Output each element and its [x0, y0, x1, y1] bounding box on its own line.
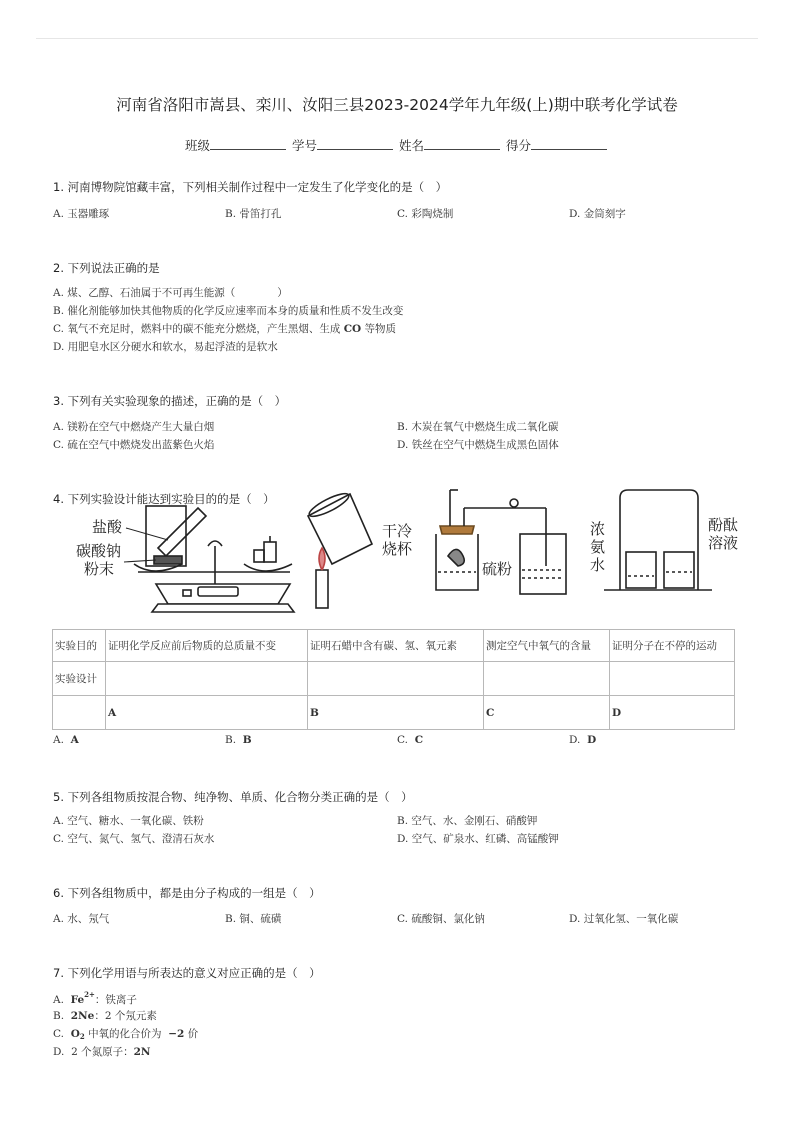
- question-2-option-a[interactable]: A. 煤、乙醇、石油属于不可再生能源（ ）: [53, 287, 288, 299]
- question-5-option-b[interactable]: B. 空气、水、金刚石、硝酸钾: [397, 815, 538, 827]
- score-label: 得分: [505, 138, 531, 153]
- fe-ion-formula: Fe: [70, 994, 85, 1006]
- ne-formula: 2Ne: [70, 1010, 95, 1022]
- option-a-label: A.: [53, 734, 64, 746]
- o2-subscript: 2: [79, 1032, 85, 1041]
- question-7-option-b[interactable]: [53, 1008, 157, 1023]
- label-na2co3-line2: 粉末: [84, 560, 115, 578]
- option-b-value: B: [242, 734, 252, 746]
- experiment-figures: [58, 486, 748, 622]
- question-3-option-d[interactable]: D. 铁丝在空气中燃烧生成黑色固体: [397, 439, 559, 451]
- figure-b-candle: [307, 490, 372, 608]
- name-label: 姓名: [398, 138, 424, 153]
- q7-d-text: 2 个氮原子：: [71, 1046, 134, 1058]
- question-2-option-b[interactable]: B. 催化剂能够加快其他物质的化学反应速率而本身的质量和性质不发生改变: [53, 305, 404, 317]
- q7-b-text: ：2 个氖元素: [94, 1010, 157, 1022]
- label-beaker-line2: 烧杯: [382, 540, 413, 558]
- letter-c: C: [484, 696, 610, 730]
- q7-b-label: B.: [53, 1010, 65, 1022]
- row-head-purpose: 实验目的: [53, 630, 106, 662]
- label-na2co3-line1: 碳酸钠: [76, 542, 122, 560]
- option-b-label: B.: [225, 734, 237, 746]
- label-hcl: 盐酸: [92, 518, 123, 536]
- co-formula: CO: [343, 323, 362, 335]
- letter-d: D: [610, 696, 735, 730]
- table-row-letters: [53, 696, 735, 730]
- student-info-line: [0, 136, 794, 154]
- table-row-design: [53, 662, 735, 696]
- question-1-option-b[interactable]: B. 骨笛打孔: [225, 208, 282, 220]
- question-6-option-c[interactable]: C. 硫酸铜、氯化钠: [397, 913, 485, 925]
- question-6-stem: 6. 下列各组物质中，都是由分子构成的一组是（ ）: [53, 886, 321, 900]
- figure-c-apparatus: [436, 490, 566, 594]
- question-3-option-c[interactable]: C. 硫在空气中燃烧发出蓝紫色火焰: [53, 439, 215, 451]
- purpose-a: 证明化学反应前后物质的总质量不变: [106, 630, 308, 662]
- number-label: 学号: [291, 138, 317, 153]
- option-c-label: C.: [397, 734, 408, 746]
- question-4-option-d[interactable]: [569, 734, 596, 746]
- letter-b: B: [308, 696, 484, 730]
- q7-c-text: 中氧的化合价为: [88, 1028, 162, 1040]
- label-ammonia-1: 浓: [590, 520, 606, 538]
- question-5-option-d[interactable]: D. 空气、矿泉水、红磷、高锰酸钾: [397, 833, 559, 845]
- number-blank[interactable]: [317, 137, 393, 150]
- figure-d-diffusion: [604, 490, 712, 590]
- name-blank[interactable]: [424, 137, 500, 150]
- class-label: 班级: [184, 138, 210, 153]
- question-7-option-c[interactable]: [53, 1026, 198, 1041]
- experiment-table: [52, 629, 735, 730]
- class-blank[interactable]: [210, 137, 286, 150]
- q7-d-label: D.: [53, 1046, 65, 1058]
- design-b: [308, 662, 484, 696]
- page-title: 河南省洛阳市嵩县、栾川、汝阳三县2023-2024学年九年级(上)期中联考化学试卷: [116, 96, 678, 114]
- question-3-option-a[interactable]: A. 镁粉在空气中燃烧产生大量白烟: [53, 421, 215, 433]
- purpose-c: 测定空气中氧气的含量: [484, 630, 610, 662]
- question-2-option-c[interactable]: [53, 321, 396, 336]
- question-5-option-a[interactable]: A. 空气、糖水、一氧化碳、铁粉: [53, 815, 204, 827]
- option-d-value: D: [587, 734, 597, 746]
- option-a-value: A: [70, 734, 79, 746]
- o2-formula: O: [70, 1028, 80, 1040]
- label-ammonia-2: 氨: [590, 538, 606, 556]
- question-6-option-b[interactable]: B. 铜、硫磺: [225, 913, 282, 925]
- option-c-tail: 等物质: [364, 323, 397, 335]
- question-4-option-a[interactable]: [53, 734, 79, 746]
- design-a: [106, 662, 308, 696]
- question-1-option-c[interactable]: C. 彩陶烧制: [397, 208, 454, 220]
- score-blank[interactable]: [531, 137, 607, 150]
- question-4-option-c[interactable]: [397, 734, 423, 746]
- question-1-option-a[interactable]: A. 玉器雕琢: [53, 208, 110, 220]
- table-row-purpose: [53, 630, 735, 662]
- purpose-d: 证明分子在不停的运动: [610, 630, 735, 662]
- q7-c-label: C.: [53, 1028, 64, 1040]
- letter-a: A: [106, 696, 308, 730]
- question-7-stem: 7. 下列化学用语与所表达的意义对应正确的是（ ）: [53, 966, 321, 980]
- question-1-option-d[interactable]: D. 金筒刻字: [569, 208, 626, 220]
- purpose-b: 证明石蜡中含有碳、氢、氧元素: [308, 630, 484, 662]
- valence-value: −2: [168, 1028, 185, 1040]
- question-2-stem: 2. 下列说法正确的是: [53, 261, 160, 275]
- row-head-design: 实验设计: [53, 662, 106, 696]
- q7-a-label: A.: [53, 994, 64, 1006]
- label-sulfur: 硫粉: [482, 560, 513, 578]
- question-7-option-d[interactable]: [53, 1044, 151, 1059]
- question-7-option-a[interactable]: [53, 990, 137, 1007]
- question-2-option-d[interactable]: D. 用肥皂水区分硬水和软水，易起浮渣的是软水: [53, 341, 278, 353]
- question-5-stem: 5. 下列各组物质按混合物、纯净物、单质、化合物分类正确的是（ ）: [53, 790, 413, 804]
- question-4-option-b[interactable]: [225, 734, 252, 746]
- top-rule: [36, 38, 758, 39]
- question-1-stem: 1. 河南博物院馆藏丰富，下列相关制作过程中一定发生了化学变化的是（ ）: [53, 180, 448, 194]
- q7-c-unit: 价: [187, 1028, 199, 1040]
- q7-a-text: ：铁离子: [94, 994, 137, 1006]
- n-formula: 2N: [133, 1046, 151, 1058]
- fe-ion-charge: 2+: [84, 990, 95, 999]
- label-phenolphthalein-1: 酚酞: [708, 516, 739, 534]
- question-3-option-b[interactable]: B. 木炭在氧气中燃烧生成二氧化碳: [397, 421, 559, 433]
- label-phenolphthalein-2: 溶液: [708, 534, 739, 552]
- option-d-label: D.: [569, 734, 581, 746]
- letters-head: [53, 696, 106, 730]
- question-3-stem: 3. 下列有关实验现象的描述，正确的是（ ）: [53, 394, 287, 408]
- design-d: [610, 662, 735, 696]
- option-c-value: C: [414, 734, 424, 746]
- label-ammonia-3: 水: [590, 556, 606, 574]
- option-c-text: C. 氧气不充足时，燃料中的碳不能充分燃烧，产生黑烟、生成: [53, 323, 341, 335]
- question-4-stem: 4. 下列实验设计能达到实验目的的是（ ）: [53, 492, 275, 506]
- label-beaker-line1: 干冷: [382, 522, 413, 540]
- question-6-option-a[interactable]: A. 水、氖气: [53, 913, 110, 925]
- design-c: [484, 662, 610, 696]
- question-6-option-d[interactable]: D. 过氧化氢、一氧化碳: [569, 913, 679, 925]
- figure-a-balance: [134, 506, 294, 612]
- question-5-option-c[interactable]: C. 空气、氮气、氢气、澄清石灰水: [53, 833, 215, 845]
